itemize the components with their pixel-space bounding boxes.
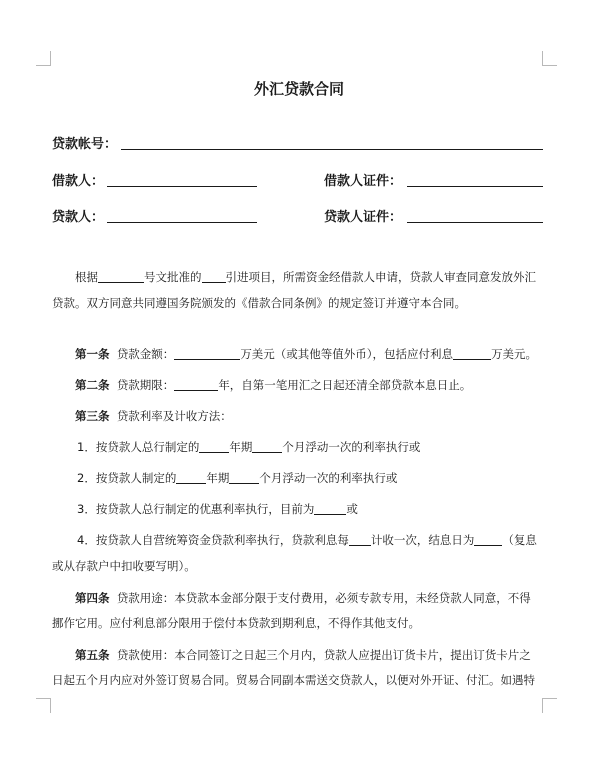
borrower-id-blank[interactable]	[407, 186, 543, 187]
article-3-item-3	[52, 501, 546, 517]
page-corner-mark	[36, 51, 51, 66]
article-3	[52, 408, 546, 424]
article-heading: 第三条	[75, 409, 110, 423]
approval-number-blank[interactable]	[98, 270, 144, 283]
item-text: 2．按贷款人制定的	[77, 471, 177, 485]
item-text: 年期	[229, 440, 253, 454]
article-text: 万美元（或其他等值外币），包括应付利息	[240, 347, 454, 361]
article-heading: 第五条	[75, 648, 110, 662]
years-blank[interactable]	[199, 440, 229, 453]
article-text: 贷款期限：	[116, 378, 175, 392]
article-1	[52, 346, 546, 362]
project-name-blank[interactable]	[202, 270, 226, 283]
article-2	[52, 377, 546, 393]
lender-id-blank[interactable]	[407, 222, 543, 223]
lender-id-label: 贷款人证件：	[324, 210, 403, 225]
article-5	[52, 647, 546, 663]
article-text: 贷款金额：	[116, 347, 175, 361]
preferential-rate-blank[interactable]	[314, 502, 346, 515]
item-text: 个月浮动一次的利率执行或	[259, 471, 398, 485]
article-5-cont: 日起五个月内应对外签订贸易合同。贸易合同副本需送交贷款人，以便对外开证、付汇。如遇特	[52, 673, 535, 687]
item-text: 或	[346, 502, 358, 516]
page-corner-mark	[36, 698, 51, 713]
article-text: 年，自第一笔用汇之日起还清全部贷款本息日止。	[218, 378, 472, 392]
item-text: 3．按贷款人总行制定的优惠利率执行，目前为	[77, 502, 315, 516]
article-heading: 第二条	[75, 378, 110, 392]
article-3-item-4-cont: 或从存款户中扣收要写明）。	[52, 559, 196, 573]
page-corner-mark	[542, 698, 557, 713]
preamble-text: 根据	[75, 270, 98, 284]
borrower-blank[interactable]	[107, 186, 257, 187]
article-3-item-2	[52, 470, 546, 486]
item-text: （复息	[502, 533, 537, 547]
article-heading: 第四条	[75, 591, 110, 605]
loan-amount-blank[interactable]	[174, 347, 240, 360]
document-title: 外汇贷款合同	[253, 80, 344, 98]
lender-blank[interactable]	[107, 222, 257, 223]
borrower-label: 借款人：	[52, 174, 105, 189]
loan-term-blank[interactable]	[174, 378, 218, 391]
article-text: 万美元。	[491, 347, 538, 361]
interest-period-blank[interactable]	[349, 533, 371, 546]
settlement-date-blank[interactable]	[474, 533, 502, 546]
article-text: 贷款使用：本合同签订之日起三个月内，贷款人应提出订货卡片，提出订货卡片之	[116, 648, 531, 662]
article-4-cont: 挪作它用。应付利息部分限用于偿付本贷款到期利息，不得作其他支付。	[52, 616, 420, 630]
item-text: 1．按贷款人总行制定的	[77, 440, 200, 454]
preamble-line-1	[52, 269, 546, 285]
interest-amount-blank[interactable]	[453, 347, 491, 360]
preamble-text: 号文批准的	[144, 270, 202, 284]
preamble-line-2: 贷款。双方同意共同遵国务院颁发的《借款合同条例》的规定签订并遵守本合同。	[52, 296, 466, 310]
item-text: 年期	[206, 471, 230, 485]
item-text: 4．按贷款人自营统筹资金贷款利率执行，贷款利息每	[77, 533, 349, 547]
loan-account-label: 贷款帐号：	[52, 137, 118, 152]
article-text: 贷款用途：本贷款本金部分限于支付费用，必须专款专用，未经贷款人同意，不得	[116, 591, 531, 605]
loan-account-blank[interactable]	[121, 149, 543, 150]
lender-label: 贷款人：	[52, 210, 105, 225]
item-text: 个月浮动一次的利率执行或	[282, 440, 421, 454]
article-heading: 第一条	[75, 347, 110, 361]
borrower-id-label: 借款人证件：	[324, 174, 403, 189]
months-blank[interactable]	[229, 471, 259, 484]
page-corner-mark	[542, 51, 557, 66]
item-text: 计收一次，结息日为	[370, 533, 475, 547]
years-blank[interactable]	[176, 471, 206, 484]
months-blank[interactable]	[252, 440, 282, 453]
preamble-text: 引进项目，所需资金经借款人申请，贷款人审查同意发放外汇	[225, 270, 536, 284]
article-text: 贷款利率及计收方法：	[116, 409, 232, 423]
article-3-item-1	[52, 439, 546, 455]
article-4	[52, 590, 546, 606]
article-3-item-4	[52, 532, 546, 548]
